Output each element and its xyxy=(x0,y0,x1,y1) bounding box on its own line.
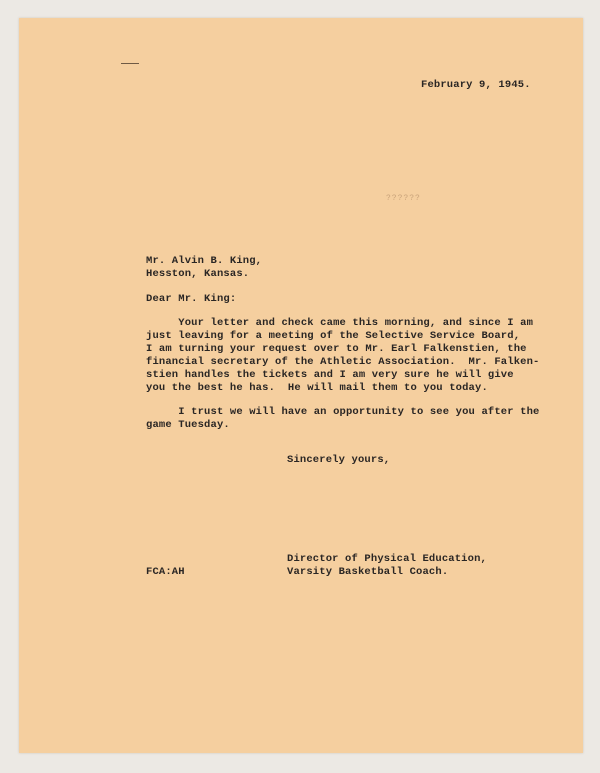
signature-title: Varsity Basketball Coach. xyxy=(287,566,449,578)
body-line: just leaving for a meeting of the Selective Service Board, xyxy=(146,330,521,342)
body-line: stien handles the tickets and I am very sure he will give xyxy=(146,369,514,381)
closing: Sincerely yours, xyxy=(287,454,391,466)
corner-mark xyxy=(121,63,139,64)
body-line: Your letter and check came this morning, and since I am xyxy=(146,317,534,329)
letter-date: February 9, 1945. xyxy=(421,79,531,91)
body-line: you the best he has. He will mail them to you today. xyxy=(146,382,488,394)
body-line: I trust we will have an opportunity to see you after the xyxy=(146,406,540,418)
recipient-name: Mr. Alvin B. King, xyxy=(146,255,263,267)
signature-title: Director of Physical Education, xyxy=(287,553,487,565)
body-line: financial secretary of the Athletic Association. Mr. Falken- xyxy=(146,356,540,368)
body-line: I am turning your request over to Mr. Earl Falkenstien, the xyxy=(146,343,527,355)
typist-initials: FCA:AH xyxy=(146,566,185,578)
body-line: game Tuesday. xyxy=(146,419,230,431)
recipient-city: Hesston, Kansas. xyxy=(146,268,250,280)
salutation: Dear Mr. King: xyxy=(146,293,237,305)
faint-stamp: ?????? xyxy=(386,194,421,203)
